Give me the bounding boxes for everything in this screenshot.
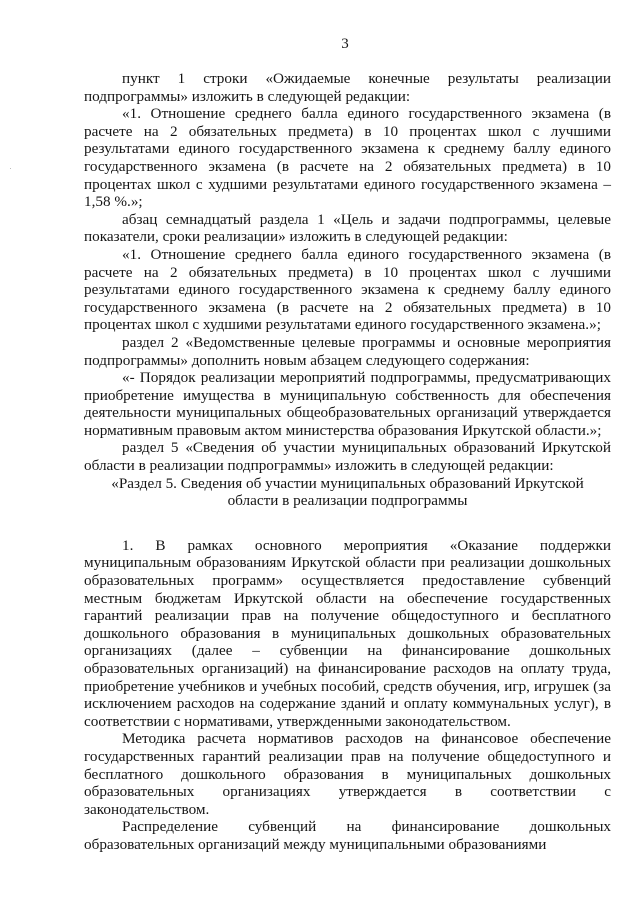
paragraph: абзац семнадцатый раздела 1 «Цель и задачи подпрограммы, целевые показатели, сроки реализации» изложить в следующей редакции:	[84, 210, 611, 246]
scan-speck	[10, 168, 11, 169]
section-heading-line-2: области в реализации подпрограммы	[227, 492, 468, 510]
paragraph: раздел 5 «Сведения об участии муниципальных образований Иркутской области в реализации подпрограммы» изложить в следующей редакции:	[84, 439, 611, 475]
paragraph: «1. Отношение среднего балла единого государственного экзамена (в расчете на 2 обязательных предмета) в 10 процентах школ с лучшими результатами единого государственного экзамена к среднему баллу единого государственного экзамена (в расчете на 2 обязательных предмета) в 10 процентах школ с худшими результатами единого государственного экзамена – 1,58 %.»;	[84, 105, 611, 211]
paragraph: 1. В рамках основного мероприятия «Оказание поддержки муниципальным образованиям Иркутской области при реализации дошкольных образовательных программ» осуществляется предоставление субвенций местным бюджетам Иркутской области на обеспечение государственных гарантий реализации прав на получение общедоступного и бесплатного дошкольного образования в муниципальных дошкольных образовательных организациях (далее – субвенции на финансирование дошкольных образовательных организаций) на финансирование расходов на оплату труда, приобретение учебников и учебных пособий, средств обучения, игр, игрушек (за исключением расходов на содержание зданий и оплату коммунальных услуг), в соответствии с нормативами, утвержденными законодательством.	[84, 536, 611, 730]
section-spacer	[84, 510, 611, 537]
document-body	[84, 70, 611, 854]
paragraph: «1. Отношение среднего балла единого государственного экзамена (в расчете на 2 обязательных предмета) в 10 процентах школ с лучшими результатами единого государственного экзамена к среднему баллу единого государственного экзамена (в расчете на 2 обязательных предмета) в 10 процентах школ с худшими результатами единого государственного экзамена.»;	[84, 245, 611, 334]
paragraph: «- Порядок реализации мероприятий подпрограммы, предусматривающих приобретение имущества в муниципальную собственность для обеспечения деятельности муниципальных общеобразовательных организаций утверждается нормативным правовым актом министерства образования Иркутской области.»;	[84, 369, 611, 439]
paragraph: Методика расчета нормативов расходов на финансовое обеспечение государственных гарантий реализации прав на получение общедоступного и бесплатного дошкольного образования в муниципальных дошкольных образовательных организациях утверждается в соответствии с законодательством.	[84, 730, 611, 818]
section-heading-line-1: «Раздел 5. Сведения об участии муниципальных образований Иркутской	[111, 474, 584, 492]
paragraph: Распределение субвенций на финансирование дошкольных образовательных организаций между муниципальными образованиями	[84, 818, 611, 853]
paragraph: пункт 1 строки «Ожидаемые конечные результаты реализации подпрограммы» изложить в следующей редакции:	[84, 70, 611, 105]
paragraph: раздел 2 «Ведомственные целевые программы и основные мероприятия подпрограммы» дополнить новым абзацем следующего содержания:	[84, 333, 611, 369]
page-number: 3	[341, 36, 349, 52]
